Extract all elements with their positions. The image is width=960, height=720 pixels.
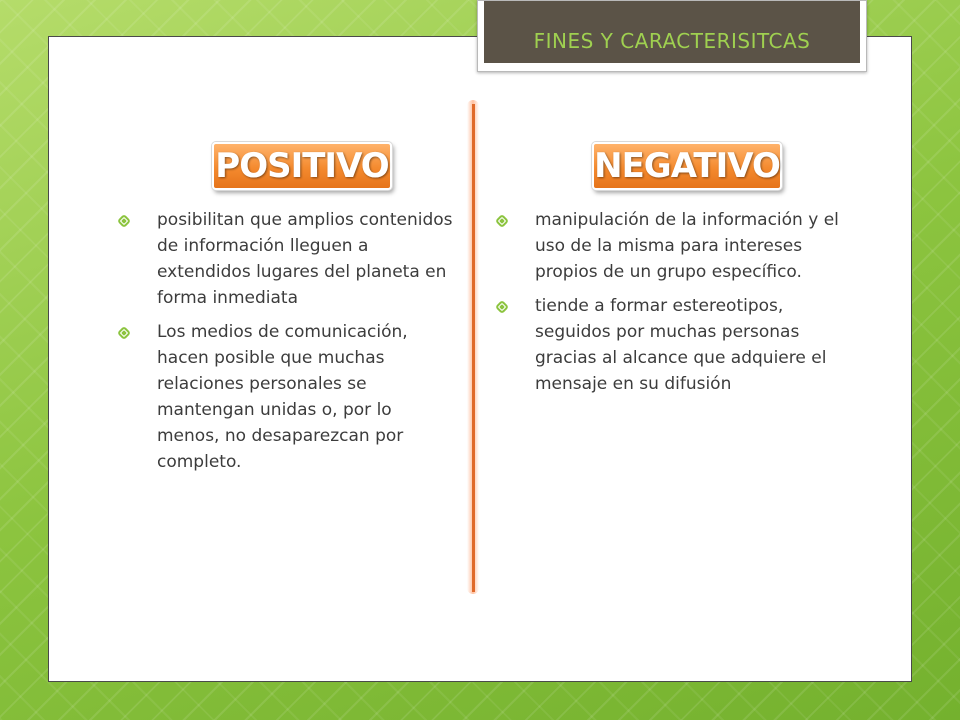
divider-line	[472, 104, 475, 592]
list-item	[497, 207, 842, 285]
diamond-bullet-icon	[495, 300, 509, 314]
negative-label: NEGATIVO	[594, 146, 780, 186]
positive-label: POSITIVO	[215, 146, 389, 186]
list-item	[119, 319, 459, 475]
slide-title: FINES Y CARACTERISITCAS	[533, 29, 811, 53]
diamond-bullet-icon	[117, 214, 131, 228]
negative-list	[497, 207, 842, 405]
list-item	[497, 293, 842, 397]
title-box	[477, 0, 867, 72]
diamond-bullet-icon	[117, 326, 131, 340]
list-item-text: tiende a formar estereotipos, seguidos por muchas personas gracias al alcance que adquiere el mensaje en su difusión	[535, 296, 827, 394]
diamond-bullet-icon	[495, 214, 509, 228]
list-item-text: manipulación de la información y el uso de la misma para intereses propios de un grupo específico.	[535, 210, 839, 282]
list-item-text: posibilitan que amplios contenidos de información lleguen a extendidos lugares del planeta en forma inmediata	[157, 210, 453, 308]
title-banner	[484, 1, 860, 63]
list-item-text: Los medios de comunicación, hacen posible que muchas relaciones personales se mantengan unidas o, por lo menos, no desaparezcan por completo.	[157, 322, 408, 472]
positive-list	[119, 207, 459, 483]
negative-badge	[592, 142, 782, 190]
positive-badge	[212, 142, 392, 190]
list-item	[119, 207, 459, 311]
